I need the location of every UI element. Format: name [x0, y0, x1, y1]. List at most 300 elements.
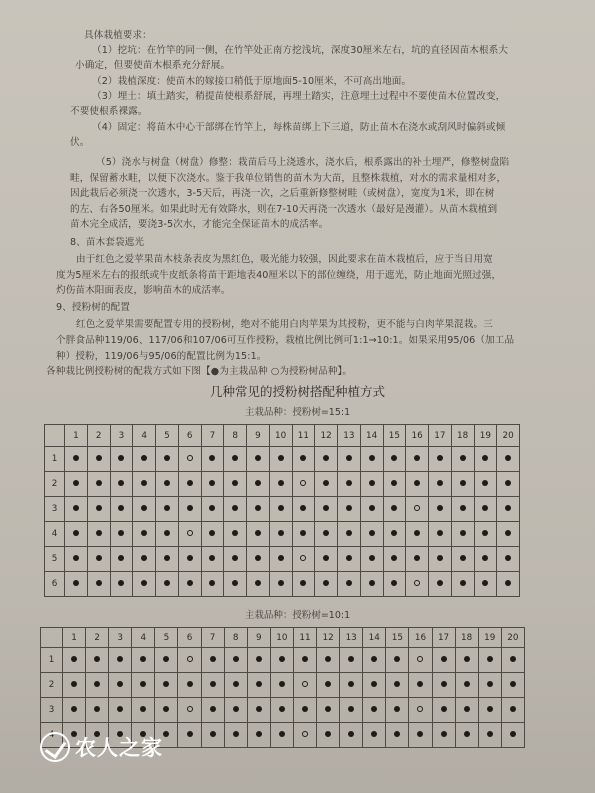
main-variety-tree-marker [94, 656, 100, 662]
main-variety-tree-marker [163, 706, 169, 712]
tree-cell [201, 547, 224, 572]
main-variety-tree-marker [118, 555, 124, 561]
main-variety-tree-marker [73, 505, 79, 511]
main-variety-tree-marker [164, 480, 170, 486]
tree-cell [383, 522, 406, 547]
pollinizer-tree-marker [302, 731, 308, 737]
main-variety-tree-marker [437, 555, 443, 561]
main-variety-tree-marker [232, 530, 238, 536]
main-variety-tree-marker [369, 530, 375, 536]
tree-cell [65, 547, 88, 572]
pollinizer-tree-marker [187, 455, 193, 461]
main-variety-tree-marker [371, 706, 377, 712]
main-variety-tree-marker [209, 480, 215, 486]
text-line: 小确定，但要使苗木根系充分舒展。 [75, 60, 231, 71]
tree-cell [315, 522, 338, 547]
tree-cell [406, 572, 429, 597]
column-header: 4 [132, 628, 155, 648]
tree-cell [383, 497, 406, 522]
main-variety-tree-marker [464, 706, 470, 712]
main-variety-tree-marker [300, 580, 306, 586]
main-variety-tree-marker [232, 580, 238, 586]
grid-row [45, 497, 520, 522]
main-variety-tree-marker [96, 580, 102, 586]
tree-cell [317, 723, 340, 748]
tree-cell [432, 723, 455, 748]
tree-cell [110, 522, 133, 547]
main-variety-tree-marker [209, 505, 215, 511]
main-variety-tree-marker [323, 505, 329, 511]
logo-icon [40, 732, 70, 762]
main-variety-tree-marker [482, 455, 488, 461]
tree-cell [87, 447, 110, 472]
tree-cell [224, 547, 247, 572]
tree-cell [338, 522, 361, 547]
column-header: 10 [270, 628, 293, 648]
column-header: 11 [292, 425, 315, 447]
tree-cell [224, 472, 247, 497]
tree-cell [87, 497, 110, 522]
main-variety-tree-marker [369, 555, 375, 561]
main-variety-tree-marker [369, 580, 375, 586]
column-header: 19 [474, 425, 497, 447]
main-variety-tree-marker [279, 656, 285, 662]
main-variety-tree-marker [141, 505, 147, 511]
tree-cell [340, 648, 363, 673]
tree-cell [338, 472, 361, 497]
tree-cell [156, 522, 179, 547]
tree-cell [292, 497, 315, 522]
column-header: 1 [63, 628, 86, 648]
main-variety-tree-marker [394, 706, 400, 712]
main-variety-tree-marker [233, 681, 239, 687]
tree-cell [406, 497, 429, 522]
tree-cell [247, 447, 270, 472]
tree-cell [132, 673, 155, 698]
main-variety-tree-marker [371, 681, 377, 687]
tree-cell [247, 522, 270, 547]
main-variety-tree-marker [325, 681, 331, 687]
main-variety-tree-marker [279, 731, 285, 737]
tree-cell [432, 673, 455, 698]
text-line: 各种栽比例授粉树的配栽方式如下图【●为主栽品种 ○为授粉树品种】。 [46, 366, 353, 377]
main-variety-tree-marker [73, 455, 79, 461]
tree-cell [201, 522, 224, 547]
main-variety-tree-marker [73, 555, 79, 561]
tree-cell [360, 522, 383, 547]
main-variety-tree-marker [164, 555, 170, 561]
main-variety-tree-marker [346, 455, 352, 461]
tree-cell [360, 447, 383, 472]
main-variety-tree-marker [278, 505, 284, 511]
main-variety-tree-marker [300, 455, 306, 461]
main-variety-tree-marker [482, 580, 488, 586]
pollinizer-tree-marker [187, 706, 193, 712]
main-variety-tree-marker [163, 681, 169, 687]
tree-cell [270, 648, 293, 673]
main-variety-tree-marker [117, 706, 123, 712]
tree-cell [178, 447, 201, 472]
main-variety-tree-marker [369, 480, 375, 486]
tree-cell [86, 673, 109, 698]
tree-cell [429, 447, 452, 472]
tree-cell [224, 648, 247, 673]
main-variety-tree-marker [210, 706, 216, 712]
tree-cell [478, 648, 501, 673]
tree-cell [363, 673, 386, 698]
tree-cell [474, 472, 497, 497]
main-variety-tree-marker [369, 505, 375, 511]
grid-row [41, 673, 525, 698]
tree-cell [429, 547, 452, 572]
tree-cell [429, 497, 452, 522]
tree-cell [109, 698, 132, 723]
main-variety-tree-marker [487, 731, 493, 737]
main-variety-tree-marker [348, 706, 354, 712]
main-variety-tree-marker [391, 455, 397, 461]
main-variety-tree-marker [460, 580, 466, 586]
main-variety-tree-marker [210, 681, 216, 687]
tree-cell [474, 547, 497, 572]
tree-cell [201, 673, 224, 698]
tree-cell [451, 572, 474, 597]
main-variety-tree-marker [369, 455, 375, 461]
main-variety-tree-marker [394, 681, 400, 687]
main-variety-tree-marker [96, 530, 102, 536]
main-variety-tree-marker [482, 555, 488, 561]
tree-cell [247, 497, 270, 522]
main-variety-tree-marker [164, 505, 170, 511]
tree-cell [497, 447, 520, 472]
pollinizer-tree-marker [300, 480, 306, 486]
tree-cell [338, 572, 361, 597]
column-header: 3 [110, 425, 133, 447]
main-variety-tree-marker [414, 480, 420, 486]
tree-cell [178, 522, 201, 547]
tree-cell [247, 472, 270, 497]
text-line: 种）授粉，119/06与95/06的配置比例为15:1。 [56, 351, 267, 362]
main-variety-tree-marker [187, 580, 193, 586]
main-variety-tree-marker [460, 530, 466, 536]
text-line: （2）栽植深度：使苗木的嫁接口稍低于原地面5-10厘米，不可高出地面。 [92, 76, 412, 87]
tree-cell [360, 547, 383, 572]
main-variety-tree-marker [73, 530, 79, 536]
main-variety-tree-marker [302, 706, 308, 712]
tree-cell [86, 698, 109, 723]
main-variety-tree-marker [164, 455, 170, 461]
main-variety-tree-marker [323, 480, 329, 486]
tree-cell [156, 472, 179, 497]
main-variety-tree-marker [210, 656, 216, 662]
main-variety-tree-marker [209, 455, 215, 461]
main-variety-tree-marker [278, 530, 284, 536]
tree-cell [292, 572, 315, 597]
tree-cell [474, 447, 497, 472]
tree-cell [451, 547, 474, 572]
main-variety-tree-marker [441, 706, 447, 712]
main-variety-tree-marker [391, 555, 397, 561]
tree-cell [360, 497, 383, 522]
grid-row [45, 572, 520, 597]
tree-cell [201, 472, 224, 497]
tree-cell [224, 673, 247, 698]
main-variety-tree-marker [505, 455, 511, 461]
tree-cell [360, 472, 383, 497]
main-variety-tree-marker [348, 656, 354, 662]
main-variety-tree-marker [140, 681, 146, 687]
main-variety-tree-marker [233, 656, 239, 662]
main-variety-tree-marker [346, 505, 352, 511]
tree-cell [497, 472, 520, 497]
column-header: 11 [293, 628, 316, 648]
main-variety-tree-marker [414, 530, 420, 536]
tree-cell [383, 447, 406, 472]
tree-cell [155, 648, 178, 673]
tree-cell [338, 547, 361, 572]
column-header: 20 [501, 628, 524, 648]
main-variety-tree-marker [510, 656, 516, 662]
column-header: 1 [65, 425, 88, 447]
tree-cell [315, 472, 338, 497]
tree-cell [292, 522, 315, 547]
tree-cell [156, 572, 179, 597]
grid-row [45, 522, 520, 547]
main-variety-tree-marker [141, 455, 147, 461]
column-header: 2 [87, 425, 110, 447]
main-variety-tree-marker [141, 580, 147, 586]
main-variety-tree-marker [118, 580, 124, 586]
grid-row [41, 648, 525, 673]
main-variety-tree-marker [118, 480, 124, 486]
tree-cell [340, 698, 363, 723]
tree-cell [293, 673, 316, 698]
main-variety-tree-marker [163, 656, 169, 662]
main-variety-tree-marker [71, 681, 77, 687]
column-header: 20 [497, 425, 520, 447]
column-header: 14 [363, 628, 386, 648]
text-line: 具体栽植要求： [84, 30, 152, 41]
tree-cell [155, 673, 178, 698]
tree-cell [269, 447, 292, 472]
main-variety-tree-marker [460, 505, 466, 511]
main-variety-tree-marker [323, 530, 329, 536]
tree-cell [270, 698, 293, 723]
main-variety-tree-marker [505, 530, 511, 536]
main-variety-tree-marker [510, 706, 516, 712]
tree-cell [338, 447, 361, 472]
column-header: 12 [317, 628, 340, 648]
tree-cell [178, 648, 201, 673]
pollinizer-tree-marker [414, 505, 420, 511]
main-variety-tree-marker [325, 656, 331, 662]
tree-cell [409, 698, 432, 723]
main-variety-tree-marker [441, 681, 447, 687]
main-variety-tree-marker [460, 555, 466, 561]
tree-cell [247, 698, 270, 723]
main-variety-tree-marker [487, 656, 493, 662]
column-header: 16 [406, 425, 429, 447]
planting-grid-15-to-1 [44, 424, 520, 597]
column-header: 12 [315, 425, 338, 447]
main-variety-tree-marker [164, 580, 170, 586]
tree-cell [497, 497, 520, 522]
grid-row [45, 447, 520, 472]
main-variety-tree-marker [325, 706, 331, 712]
tree-cell [386, 723, 409, 748]
tree-cell [501, 723, 524, 748]
column-header: 17 [429, 425, 452, 447]
text-line: 苗木完全成活，要浇3-5次水，才能完全保证苗木的成活率。 [70, 219, 329, 230]
tree-cell [455, 723, 478, 748]
pollinizer-tree-marker [414, 580, 420, 586]
main-variety-tree-marker [300, 530, 306, 536]
pollinizer-tree-marker [417, 706, 423, 712]
tree-cell [478, 723, 501, 748]
main-variety-tree-marker [187, 480, 193, 486]
column-header: 2 [86, 628, 109, 648]
main-variety-tree-marker [510, 681, 516, 687]
main-variety-tree-marker [187, 505, 193, 511]
tree-cell [386, 698, 409, 723]
main-variety-tree-marker [417, 731, 423, 737]
main-variety-tree-marker [417, 681, 423, 687]
tree-cell [317, 673, 340, 698]
tree-cell [247, 547, 270, 572]
tree-cell [109, 673, 132, 698]
column-header: 18 [451, 425, 474, 447]
column-header: 8 [224, 425, 247, 447]
column-header: 13 [338, 425, 361, 447]
main-variety-tree-marker [96, 505, 102, 511]
column-header: 9 [247, 628, 270, 648]
text-line: 灼伤苗木阳面表皮，影响苗木的成活率。 [56, 285, 231, 296]
tree-cell [65, 522, 88, 547]
main-variety-tree-marker [140, 706, 146, 712]
watermark [40, 726, 230, 768]
tree-cell [133, 522, 156, 547]
main-variety-tree-marker [141, 480, 147, 486]
main-variety-tree-marker [394, 731, 400, 737]
tree-cell [406, 447, 429, 472]
column-header: 17 [432, 628, 455, 648]
tree-cell [383, 572, 406, 597]
main-variety-tree-marker [96, 555, 102, 561]
tree-cell [386, 673, 409, 698]
tree-cell [409, 673, 432, 698]
column-header: 10 [269, 425, 292, 447]
main-variety-tree-marker [348, 681, 354, 687]
grid-corner-cell [45, 425, 65, 447]
tree-cell [497, 547, 520, 572]
main-variety-tree-marker [118, 505, 124, 511]
tree-cell [360, 572, 383, 597]
tree-cell [201, 447, 224, 472]
tree-cell [315, 497, 338, 522]
column-header: 15 [383, 425, 406, 447]
tree-cell [133, 547, 156, 572]
main-variety-tree-marker [255, 580, 261, 586]
main-variety-tree-marker [94, 681, 100, 687]
tree-cell [406, 547, 429, 572]
main-variety-tree-marker [71, 706, 77, 712]
main-variety-tree-marker [300, 505, 306, 511]
main-variety-tree-marker [96, 480, 102, 486]
main-variety-tree-marker [371, 656, 377, 662]
tree-cell [65, 497, 88, 522]
row-label: 1 [45, 447, 65, 472]
main-variety-tree-marker [302, 656, 308, 662]
main-variety-tree-marker [278, 480, 284, 486]
tree-cell [474, 497, 497, 522]
tree-cell [110, 447, 133, 472]
tree-cell [292, 447, 315, 472]
main-variety-tree-marker [187, 681, 193, 687]
tree-cell [315, 547, 338, 572]
tree-cell [65, 572, 88, 597]
tree-cell [178, 472, 201, 497]
main-variety-tree-marker [141, 555, 147, 561]
main-variety-tree-marker [505, 505, 511, 511]
tree-cell [451, 497, 474, 522]
main-variety-tree-marker [232, 505, 238, 511]
main-variety-tree-marker [209, 555, 215, 561]
tree-cell [386, 648, 409, 673]
main-variety-tree-marker [232, 480, 238, 486]
main-variety-tree-marker [505, 580, 511, 586]
row-label: 4 [45, 522, 65, 547]
pollinizer-tree-marker [300, 555, 306, 561]
column-header: 5 [155, 628, 178, 648]
row-label: 3 [41, 698, 63, 723]
main-variety-tree-marker [141, 530, 147, 536]
main-variety-tree-marker [437, 530, 443, 536]
column-header: 18 [455, 628, 478, 648]
tree-cell [178, 698, 201, 723]
column-header: 7 [201, 425, 224, 447]
main-variety-tree-marker [441, 731, 447, 737]
main-variety-tree-marker [505, 480, 511, 486]
tree-cell [178, 497, 201, 522]
row-label: 6 [45, 572, 65, 597]
tree-cell [63, 648, 86, 673]
main-variety-tree-marker [140, 656, 146, 662]
tree-cell [292, 547, 315, 572]
text-line: 的左、右各50厘米。如果此时无有效降水，则在7-10天再浇一次透水（最好是漫灌）。从苗木栽植到 [70, 204, 498, 215]
tree-cell [270, 723, 293, 748]
main-variety-tree-marker [464, 731, 470, 737]
main-variety-tree-marker [94, 706, 100, 712]
tree-cell [224, 572, 247, 597]
tree-cell [363, 648, 386, 673]
watermark-text: 农人之家 [75, 736, 163, 760]
main-variety-tree-marker [96, 455, 102, 461]
pollinizer-tree-marker [417, 656, 423, 662]
main-variety-tree-marker [437, 580, 443, 586]
tree-cell [201, 572, 224, 597]
main-variety-tree-marker [118, 530, 124, 536]
tree-cell [178, 673, 201, 698]
tree-cell [293, 723, 316, 748]
tree-cell [156, 547, 179, 572]
main-variety-tree-marker [73, 480, 79, 486]
main-variety-tree-marker [487, 706, 493, 712]
tree-cell [293, 698, 316, 723]
tree-cell [478, 673, 501, 698]
tree-cell [292, 472, 315, 497]
main-variety-tree-marker [73, 580, 79, 586]
column-header: 13 [340, 628, 363, 648]
tree-cell [269, 522, 292, 547]
